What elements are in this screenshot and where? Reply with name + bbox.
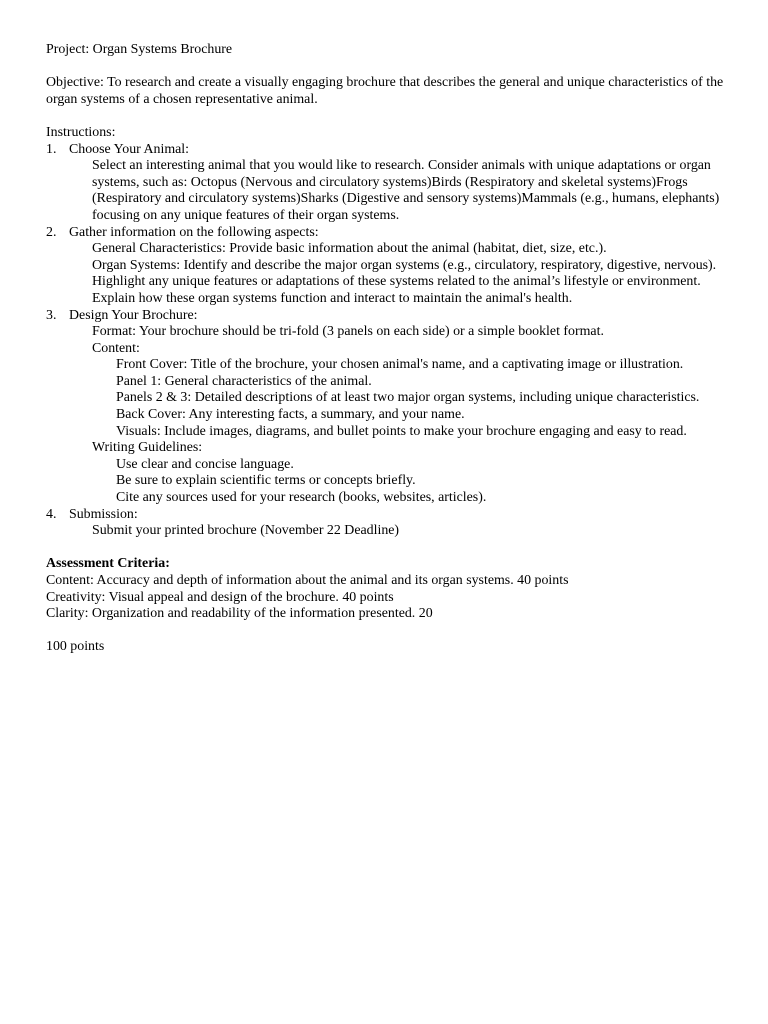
step-3 xyxy=(46,308,728,507)
step-title: Choose Your Animal: xyxy=(69,141,190,157)
assessment-heading: Assessment Criteria: xyxy=(46,556,170,572)
step-text: Select an interesting animal that you would like to research. Consider animals with unique adaptations or organ systems, such as: Octopus (Nervous and circulatory systems)Birds (Respiratory and skeletal systems)Frogs (Respiratory and circulatory systems)Sharks (Digestive and sensory systems)Mammals (e.g., humans, elephants) focusing on any unique features of their organ systems. xyxy=(92,158,720,223)
content-label: Content: xyxy=(92,340,140,356)
step-4 xyxy=(46,507,728,540)
step-1 xyxy=(46,142,728,225)
format-text: Format: Your brochure should be tri-fold (3 panels on each side) or a simple booklet format. xyxy=(92,324,604,340)
writing-item: Be sure to explain scientific terms or concepts briefly. xyxy=(116,473,416,489)
step-text: Organ Systems: Identify and describe the major organ systems (e.g., circulatory, respiratory, digestive, nervous). xyxy=(92,257,717,273)
step-number: 2. xyxy=(46,224,57,240)
criterion-creativity: Creativity: Visual appeal and design of the brochure. 40 points xyxy=(46,589,394,605)
writing-item: Cite any sources used for your research (books, websites, articles). xyxy=(116,490,487,506)
step-text: Submit your printed brochure (November 22 Deadline) xyxy=(92,523,400,539)
writing-label: Writing Guidelines: xyxy=(92,440,203,456)
step-title: Design Your Brochure: xyxy=(69,307,198,323)
instructions-heading: Instructions: xyxy=(46,124,116,140)
step-text: Explain how these organ systems function and interact to maintain the animal's health. xyxy=(92,290,573,306)
step-text: Highlight any unique features or adaptations of these systems related to the animal’s lifestyle or environment. xyxy=(92,274,701,290)
content-item: Panel 1: General characteristics of the animal. xyxy=(116,373,372,389)
step-number: 4. xyxy=(46,506,57,522)
step-number: 1. xyxy=(46,141,57,157)
step-title: Submission: xyxy=(69,506,138,522)
criterion-clarity: Clarity: Organization and readability of the information presented. 20 xyxy=(46,606,433,622)
writing-item: Use clear and concise language. xyxy=(116,456,294,472)
criterion-content: Content: Accuracy and depth of information about the animal and its organ systems. 40 points xyxy=(46,573,569,588)
content-item: Back Cover: Any interesting facts, a summary, and your name. xyxy=(116,407,465,423)
step-text: General Characteristics: Provide basic information about the animal (habitat, diet, size, etc.). xyxy=(92,241,607,257)
step-title: Gather information on the following aspects: xyxy=(69,224,319,240)
step-number: 3. xyxy=(46,307,57,323)
total-points: 100 points xyxy=(46,639,105,655)
content-item: Front Cover: Title of the brochure, your chosen animal's name, and a captivating image or illustration. xyxy=(116,357,684,373)
step-2 xyxy=(46,225,728,308)
content-item: Visuals: Include images, diagrams, and bullet points to make your brochure engaging and easy to read. xyxy=(116,423,687,439)
content-item: Panels 2 & 3: Detailed descriptions of at least two major organ systems, including unique characteristics. xyxy=(116,390,700,406)
project-title: Project: Organ Systems Brochure xyxy=(46,42,233,57)
objective-text: Objective: To research and create a visually engaging brochure that describes the general and unique characteristics of the organ systems of a chosen representative animal. xyxy=(46,75,724,107)
